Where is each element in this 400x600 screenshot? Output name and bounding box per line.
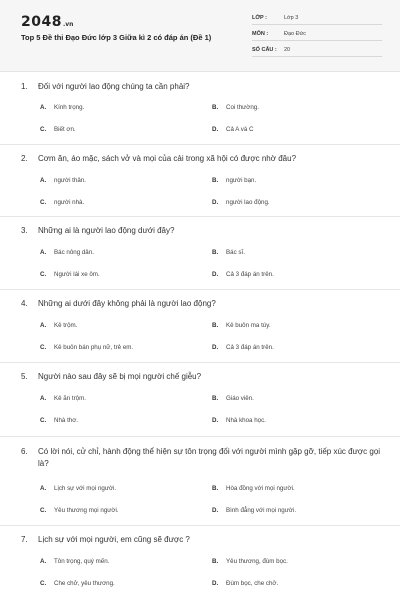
- option-letter: C.: [40, 417, 47, 424]
- option-text: Bác sĩ.: [226, 249, 245, 256]
- question-text: [21, 446, 386, 470]
- option-letter: C.: [40, 507, 47, 514]
- meta-value: Đạo Đức: [284, 31, 307, 37]
- question-text: [21, 81, 386, 93]
- option-text: Kẻ trộm.: [54, 322, 78, 329]
- option-b[interactable]: [212, 558, 288, 566]
- option-c[interactable]: [40, 126, 76, 134]
- option-letter: B.: [212, 558, 219, 565]
- question-body: Cơm ăn, áo mặc, sách vở và mọi của cải trong xã hội có được nhờ đâu?: [38, 154, 297, 163]
- option-text: Người lái xe ôm.: [54, 271, 100, 278]
- option-text: Hòa đồng với mọi người.: [226, 485, 295, 492]
- meta-row-class: [252, 12, 382, 25]
- option-letter: D.: [212, 507, 219, 514]
- option-c[interactable]: [40, 271, 100, 279]
- option-c[interactable]: [40, 199, 84, 207]
- document-title: Top 5 Đề thi Đạo Đức lớp 3 Giữa kì 2 có đáp án (Đề 1): [21, 33, 212, 42]
- option-text: người lao động.: [226, 199, 270, 206]
- option-text: Kính trọng.: [54, 104, 85, 111]
- question-divider: [0, 525, 400, 526]
- option-a[interactable]: [40, 395, 86, 403]
- question-number: 3.: [21, 226, 28, 235]
- question-divider: [0, 289, 400, 290]
- option-letter: A.: [40, 177, 47, 184]
- option-letter: D.: [212, 271, 219, 278]
- question-divider: [0, 216, 400, 217]
- option-text: Bác nông dân.: [54, 249, 94, 256]
- option-c[interactable]: [40, 580, 115, 588]
- option-letter: D.: [212, 417, 219, 424]
- option-text: Che chở, yêu thương.: [54, 580, 115, 587]
- site-logo[interactable]: [21, 14, 73, 30]
- option-letter: B.: [212, 395, 219, 402]
- option-letter: D.: [212, 344, 219, 351]
- option-text: Coi thường.: [226, 104, 259, 111]
- question-number: 2.: [21, 154, 28, 163]
- option-letter: C.: [40, 271, 47, 278]
- question-body: Người nào sau đây sẽ bị mọi người chế giễu?: [38, 372, 202, 381]
- option-a[interactable]: [40, 558, 109, 566]
- option-letter: A.: [40, 558, 47, 565]
- option-letter: B.: [212, 104, 219, 111]
- question-number: 5.: [21, 372, 28, 381]
- document-header: [0, 0, 400, 72]
- option-letter: C.: [40, 199, 47, 206]
- option-letter: B.: [212, 249, 219, 256]
- document-meta: [252, 12, 382, 60]
- option-a[interactable]: [40, 322, 77, 330]
- logo-text: 2048: [21, 14, 62, 30]
- question-body: Những ai dưới đây không phải là người lao động?: [38, 299, 216, 308]
- option-text: Lịch sự với mọi người.: [54, 485, 117, 492]
- meta-row-subject: [252, 28, 382, 41]
- option-b[interactable]: [212, 485, 295, 493]
- question-text: [21, 153, 386, 165]
- question-number: 6.: [21, 447, 28, 456]
- logo-suffix: .vn: [62, 21, 74, 28]
- option-letter: B.: [212, 177, 219, 184]
- option-text: Nhà thơ.: [54, 417, 79, 424]
- meta-row-count: [252, 44, 382, 57]
- meta-label: MÔN :: [252, 31, 269, 37]
- option-letter: B.: [212, 322, 219, 329]
- option-text: Biết ơn.: [54, 126, 76, 133]
- option-d[interactable]: [212, 199, 270, 207]
- option-b[interactable]: [212, 395, 254, 403]
- question-text: [21, 298, 386, 310]
- question-divider: [0, 436, 400, 437]
- meta-label: LỚP :: [252, 15, 267, 21]
- question-divider: [0, 144, 400, 145]
- option-letter: C.: [40, 344, 47, 351]
- option-b[interactable]: [212, 322, 271, 330]
- option-text: Yêu thương mọi người.: [54, 507, 119, 514]
- option-text: Cả A và C: [226, 126, 254, 133]
- question-number: 4.: [21, 299, 28, 308]
- meta-label: SỐ CÂU :: [252, 47, 277, 53]
- option-d[interactable]: [212, 507, 296, 515]
- option-text: người bạn.: [226, 177, 257, 184]
- option-text: Yêu thương, đùm bọc.: [226, 558, 288, 565]
- option-a[interactable]: [40, 177, 86, 185]
- option-letter: C.: [40, 580, 47, 587]
- option-letter: A.: [40, 322, 47, 329]
- option-b[interactable]: [212, 104, 259, 112]
- option-letter: A.: [40, 395, 47, 402]
- option-d[interactable]: [212, 580, 278, 588]
- option-text: Giáo viên.: [226, 395, 254, 402]
- question-divider: [0, 362, 400, 363]
- question-text: [21, 225, 386, 237]
- option-letter: D.: [212, 199, 219, 206]
- option-d[interactable]: [212, 126, 254, 134]
- option-d[interactable]: [212, 344, 274, 352]
- option-text: Đùm bọc, che chở.: [226, 580, 279, 587]
- option-letter: A.: [40, 485, 47, 492]
- option-b[interactable]: [212, 177, 256, 185]
- option-text: Nhà khoa học.: [226, 417, 266, 424]
- question-text: [21, 534, 386, 546]
- option-text: Kẻ buôn ma túy.: [226, 322, 271, 329]
- option-a[interactable]: [40, 485, 116, 493]
- option-b[interactable]: [212, 249, 245, 257]
- option-text: Tôn trọng, quý mến.: [54, 558, 110, 565]
- question-body: Những ai là người lao động dưới đây?: [38, 226, 175, 235]
- option-d[interactable]: [212, 271, 274, 279]
- meta-value: Lớp 3: [284, 15, 299, 21]
- question-number: 7.: [21, 535, 28, 544]
- question-text: [21, 371, 386, 383]
- question-body: Lịch sự với mọi người, em cũng sẽ được ?: [38, 535, 190, 544]
- option-c[interactable]: [40, 344, 133, 352]
- option-d[interactable]: [212, 417, 266, 425]
- option-text: người nhà.: [54, 199, 85, 206]
- option-text: Bình đẳng với mọi người.: [226, 507, 297, 514]
- option-letter: A.: [40, 249, 47, 256]
- meta-value: 20: [284, 47, 291, 53]
- question-body: Có lời nói, cử chỉ, hành động thể hiện sự tôn trọng đối với người mình gặp gỡ, tiếp xúc được gọi là?: [38, 447, 381, 468]
- option-text: Kẻ buôn bán phụ nữ, trẻ em.: [54, 344, 134, 351]
- option-c[interactable]: [40, 417, 78, 425]
- option-letter: C.: [40, 126, 47, 133]
- option-c[interactable]: [40, 507, 119, 515]
- option-letter: A.: [40, 104, 47, 111]
- option-text: Cả 3 đáp án trên.: [226, 271, 274, 278]
- question-body: Đối với người lao động chúng ta cần phải?: [38, 82, 190, 91]
- option-letter: B.: [212, 485, 219, 492]
- option-a[interactable]: [40, 104, 84, 112]
- option-a[interactable]: [40, 249, 94, 257]
- option-text: người thân.: [54, 177, 86, 184]
- option-letter: D.: [212, 126, 219, 133]
- option-letter: D.: [212, 580, 219, 587]
- question-number: 1.: [21, 82, 28, 91]
- option-text: Kẻ ăn trộm.: [54, 395, 86, 402]
- option-text: Cả 3 đáp án trên.: [226, 344, 274, 351]
